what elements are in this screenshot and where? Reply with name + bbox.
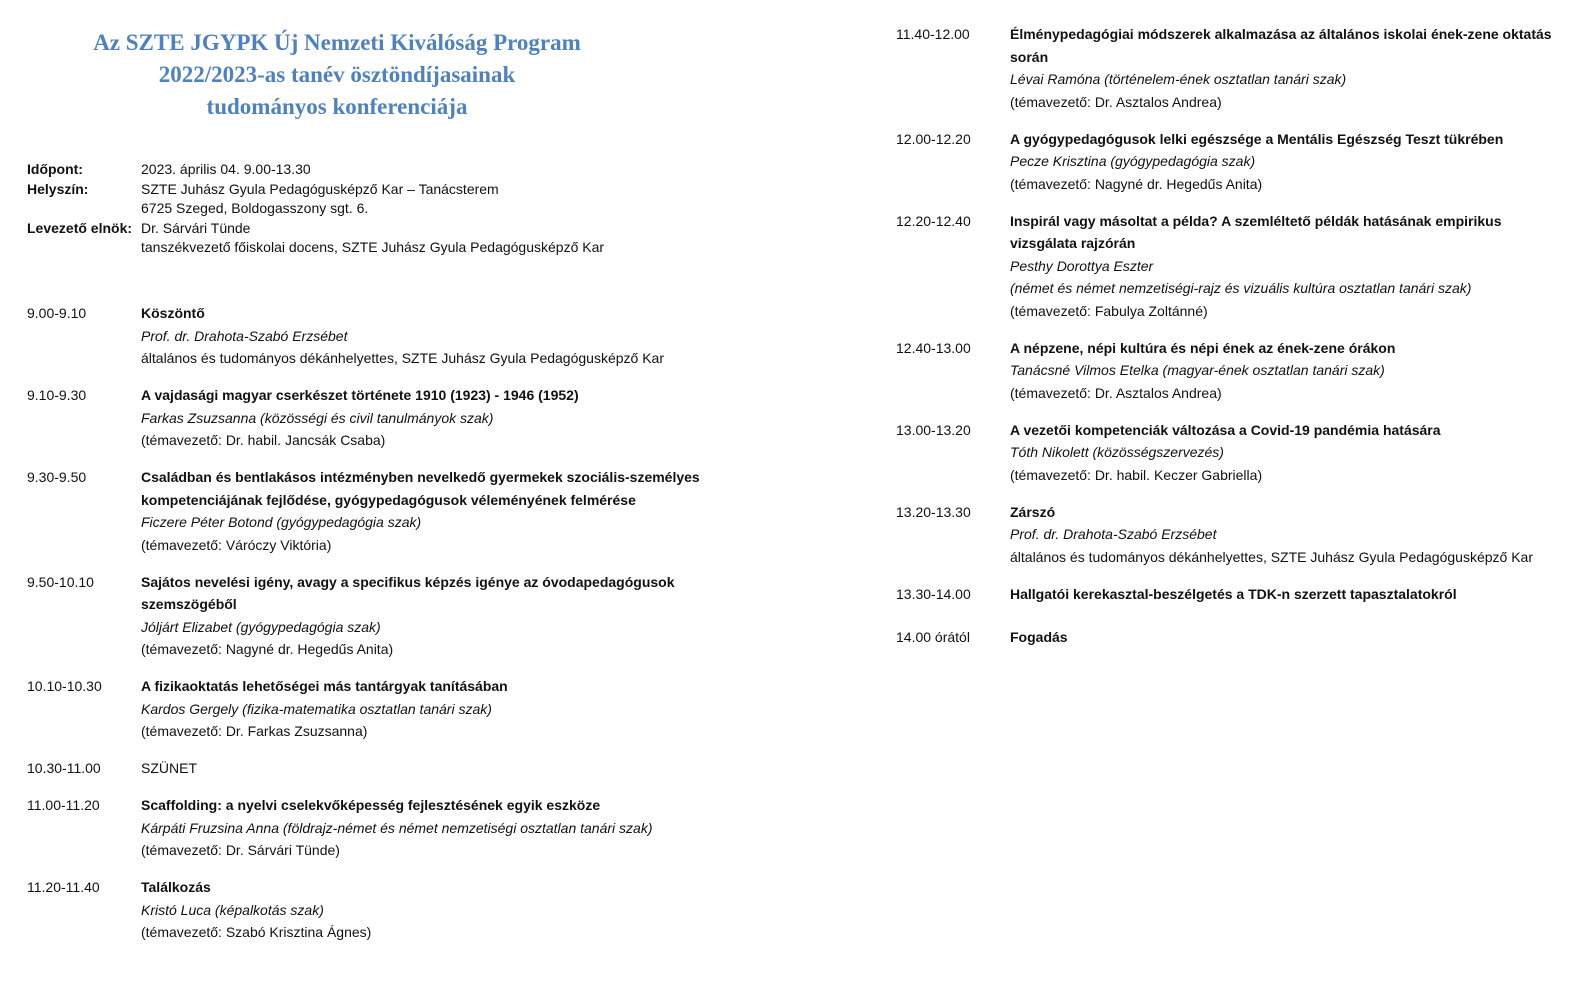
program-note: (témavezető: Dr. Asztalos Andrea) (1010, 384, 1222, 401)
program-item (896, 23, 1566, 113)
program-time: 9.50-10.10 (27, 573, 94, 590)
program-title: Zárszó (1010, 503, 1056, 520)
program-item (27, 302, 707, 370)
program-left-column (27, 302, 707, 958)
program-speaker: Tanácsné Vilmos Etelka (magyar-ének osztatlan tanári szak) (1010, 362, 1385, 378)
place-value-line-2: 6725 Szeged, Boldogasszony sgt. 6. (141, 200, 369, 216)
program-time: 10.30-11.00 (27, 760, 101, 776)
program-time: 13.30-14.00 (896, 585, 971, 602)
program-note: (témavezető: Szabó Krisztina Ágnes) (141, 924, 372, 940)
program-time: 9.10-9.30 (27, 387, 87, 403)
program-note: (témavezető: Dr. habil. Keczer Gabriella) (1010, 466, 1263, 483)
program-note: (témavezető: Fabulya Zoltánné) (1010, 302, 1208, 319)
program-speaker: Prof. dr. Drahota-Szabó Erzsébet (1010, 526, 1217, 542)
program-speaker: Pesthy Dorottya Eszter (1010, 257, 1154, 274)
program-title: Scaffolding: a nyelvi cselekvőképesség fejlesztésének egyik eszköze (141, 797, 601, 813)
program-title: A vajdasági magyar cserkészet története 1910 (1923) - 1946 (1952) (141, 387, 579, 403)
chair-row (27, 219, 727, 258)
program-time: 13.20-13.30 (896, 503, 971, 520)
chair-label: Levezető elnök: (27, 219, 133, 236)
program-speaker: Kárpáti Fruzsina Anna (földrajz-német és német nemzetiségi osztatlan tanári szak) (141, 819, 653, 836)
program-speaker: Lévai Ramóna (történelem-ének osztatlan tanári szak) (1010, 71, 1347, 87)
program-time: 11.20-11.40 (27, 879, 100, 895)
program-item (896, 210, 1566, 323)
program-note: általános és tudományos dékánhelyettes, SZTE Juhász Gyula Pedagógusképző Kar (1010, 548, 1533, 565)
document-title (27, 27, 647, 123)
program-speaker: Pecze Krisztina (gyógypedagógia szak) (1010, 153, 1256, 169)
program-speaker: Kristó Luca (képalkotás szak) (141, 901, 324, 918)
program-title: Köszöntő (141, 305, 205, 321)
program-speaker: Tóth Nikolett (közösségszervezés) (1010, 444, 1224, 460)
program-title: SZÜNET (141, 760, 197, 776)
program-item (896, 128, 1566, 196)
program-title: A népzene, népi kultúra és népi ének az ének-zene órákon (1010, 339, 1396, 356)
chair-value-line-1: Dr. Sárvári Tünde (141, 219, 251, 236)
program-note: (témavezető: Dr. Sárvári Tünde) (141, 842, 340, 858)
program-title: A gyógypedagógusok lelki egészsége a Mentális Egészség Teszt tükrében (1010, 130, 1504, 147)
program-item (27, 675, 707, 743)
program-title: A vezetői kompetenciák változása a Covid-19 pandémia hatására (1010, 421, 1441, 438)
program-title: Élménypedagógiai módszerek alkalmazása az általános iskolai ének-zene oktatás során (1010, 26, 1552, 65)
program-note: (témavezető: Nagyné dr. Hegedűs Anita) (141, 641, 394, 657)
program-note: (témavezető: Dr. habil. Jancsák Csaba) (141, 432, 386, 448)
program-item-break (27, 757, 707, 780)
program-time: 12.20-12.40 (896, 212, 971, 229)
place-row (27, 180, 727, 219)
program-note: (témavezető: Váróczy Viktória) (141, 536, 332, 553)
program-speaker-program: (német és német nemzetiségi-rajz és vizuális kultúra osztatlan tanári szak) (1010, 280, 1472, 296)
place-value-line-1: SZTE Juhász Gyula Pedagógusképző Kar – Tanácsterem (141, 180, 499, 197)
chair-value-line-2: tanszékvezető főiskolai docens, SZTE Juhász Gyula Pedagógusképző Kar (141, 239, 605, 255)
title-line-3: tudományos konferenciája (206, 94, 468, 119)
program-note: (témavezető: Dr. Farkas Zsuzsanna) (141, 723, 368, 739)
place-value (141, 180, 727, 219)
program-speaker: Farkas Zsuzsanna (közösségi és civil tanulmányok szak) (141, 409, 494, 426)
program-title: Találkozás (141, 879, 211, 895)
title-line-2: 2022/2023-as tanév ösztöndíjasainak (158, 62, 516, 87)
program-right-column (896, 23, 1566, 663)
program-time: 9.30-9.50 (27, 469, 87, 485)
program-speaker: Jóljárt Elizabet (gyógypedagógia szak) (141, 618, 381, 635)
program-item (896, 419, 1566, 487)
program-item (27, 876, 707, 944)
program-time: 9.00-9.10 (27, 305, 87, 321)
program-item (896, 501, 1566, 569)
date-value: 2023. április 04. 9.00-13.30 (141, 161, 311, 177)
program-speaker: Kardos Gergely (fizika-matematika osztatlan tanári szak) (141, 700, 492, 717)
program-item (896, 626, 1566, 649)
program-time: 12.40-13.00 (896, 339, 971, 356)
title-line-1: Az SZTE JGYPK Új Nemzeti Kiválóság Program (93, 30, 581, 55)
program-time: 14.00 órától (896, 629, 970, 645)
program-item (27, 794, 707, 862)
program-title: Sajátos nevelési igény, avagy a specifikus képzés igénye az óvodapedagógusok szemszögéből (141, 573, 675, 612)
program-time: 11.40-12.00 (896, 26, 970, 42)
program-title: Fogadás (1010, 629, 1068, 645)
chair-value (141, 219, 727, 258)
program-time: 12.00-12.20 (896, 130, 971, 147)
program-time: 10.10-10.30 (27, 678, 102, 694)
program-item (27, 466, 707, 556)
program-item (896, 337, 1566, 405)
program-title: A fizikaoktatás lehetőségei más tantárgyak tanításában (141, 678, 508, 694)
program-note: általános és tudományos dékánhelyettes, SZTE Juhász Gyula Pedagógusképző Kar (141, 350, 664, 366)
program-speaker: Prof. dr. Drahota-Szabó Erzsébet (141, 327, 348, 344)
program-speaker: Ficzere Péter Botond (gyógypedagógia szak) (141, 514, 422, 530)
program-time: 13.00-13.20 (896, 421, 971, 438)
program-item (27, 571, 707, 661)
program-item (896, 583, 1566, 606)
place-label: Helyszín: (27, 180, 89, 197)
program-note: (témavezető: Dr. Asztalos Andrea) (1010, 93, 1222, 110)
program-note: (témavezető: Nagyné dr. Hegedűs Anita) (1010, 175, 1263, 192)
program-time: 11.00-11.20 (27, 797, 100, 813)
event-details (27, 160, 727, 258)
program-title: Inspirál vagy másoltat a példa? A szemléltető példák hatásának empirikus vizsgálata rajzórán (1010, 212, 1502, 251)
program-item (27, 384, 707, 452)
program-title: Hallgatói kerekasztal-beszélgetés a TDK-n szerzett tapasztalatokról (1010, 585, 1457, 602)
program-title: Családban és bentlakásos intézményben nevelkedő gyermekek szociális-személyes kompetenciájának fejlődése, gyógypedagógusok véleményének felmérése (141, 469, 700, 508)
date-label: Időpont: (27, 161, 83, 177)
date-row (27, 160, 727, 180)
